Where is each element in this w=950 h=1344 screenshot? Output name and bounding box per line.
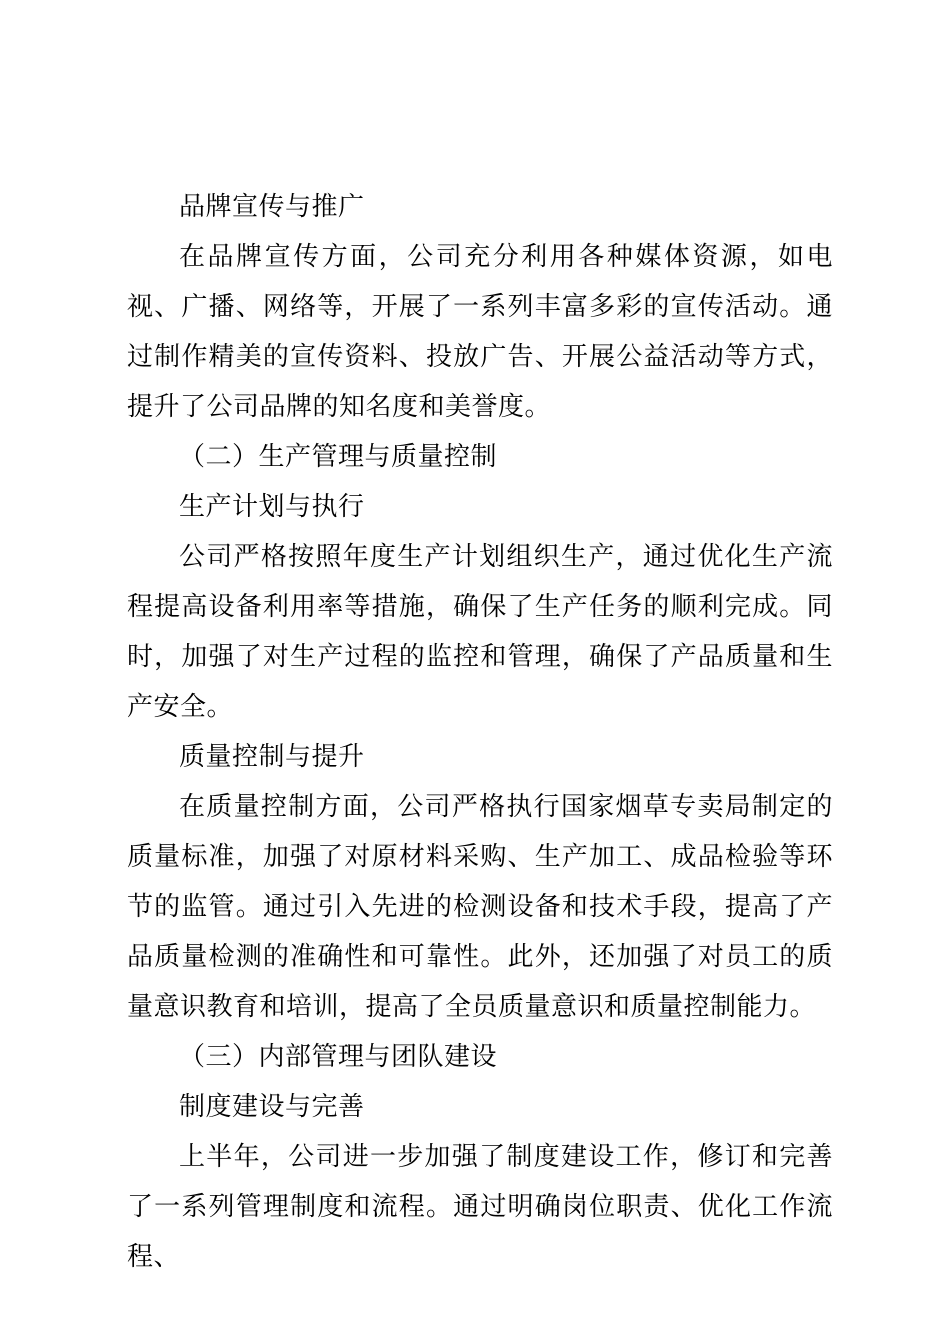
- section-heading-production-quality: （二）生产管理与质量控制: [179, 442, 498, 472]
- subheading-quality-control: 质量控制与提升: [179, 742, 365, 772]
- paragraph-quality-control: 在质量控制方面，公司严格执行国家烟草专卖局制定的质量标准，加强了对原材料采购、生产加工、成品检验等环节的监管。通过引入先进的检测设备和技术手段，提高了产品质量检测的准确性和可靠性。此外，还加强了对员工的质量意识教育和培训，提高了全员质量意识和质量控制能力。: [127, 792, 833, 1022]
- paragraph-brand-promotion: 在品牌宣传方面，公司充分利用各种媒体资源，如电视、广播、网络等，开展了一系列丰富多彩的宣传活动。通过制作精美的宣传资料、投放广告、开展公益活动等方式，提升了公司品牌的知名度和美誉度。: [127, 242, 833, 422]
- section-heading-internal-management: （三）内部管理与团队建设: [179, 1042, 498, 1072]
- subheading-brand-promotion: 品牌宣传与推广: [179, 192, 365, 222]
- paragraph-production-plan: 公司严格按照年度生产计划组织生产，通过优化生产流程提高设备利用率等措施，确保了生产任务的顺利完成。同时，加强了对生产过程的监控和管理，确保了产品质量和生产安全。: [127, 542, 833, 722]
- subheading-production-plan: 生产计划与执行: [179, 492, 365, 522]
- subheading-system-building: 制度建设与完善: [179, 1092, 365, 1122]
- document-body: [127, 182, 833, 1282]
- paragraph-system-building: 上半年，公司进一步加强了制度建设工作，修订和完善了一系列管理制度和流程。通过明确岗位职责、优化工作流程、: [127, 1142, 833, 1272]
